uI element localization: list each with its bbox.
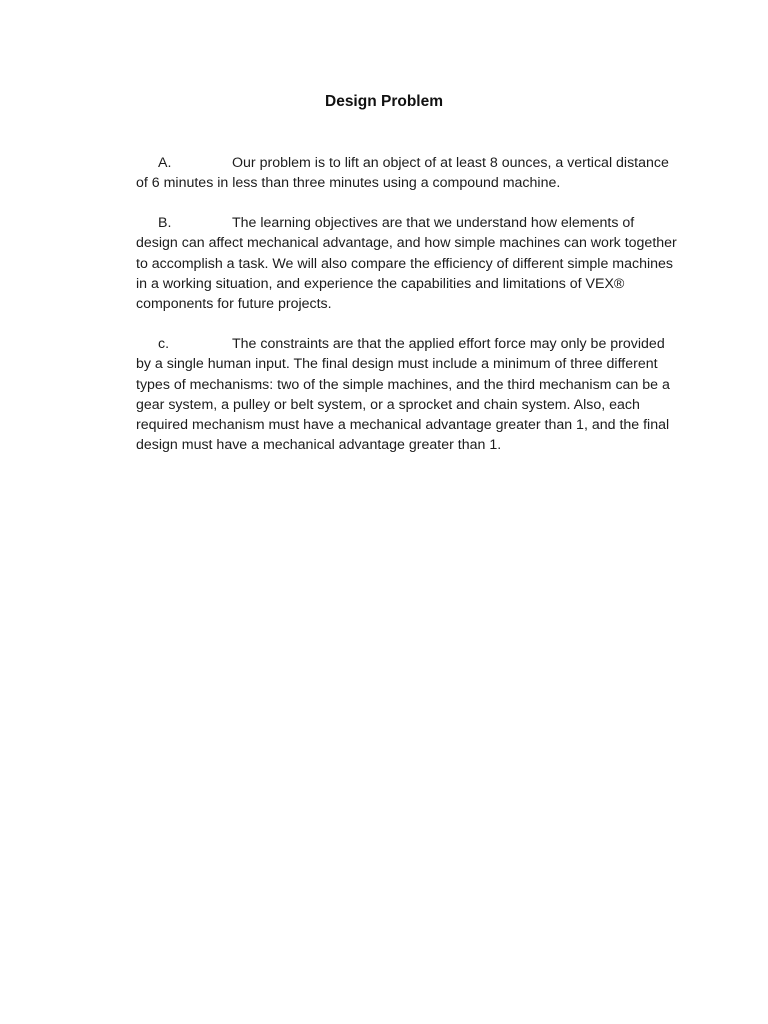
- section-c-first-line: [136, 334, 681, 354]
- section-a-body-text: of 6 minutes in less than three minutes using a compound machine.: [136, 175, 561, 192]
- section-b: [136, 213, 681, 314]
- section-a-first-line: [136, 153, 681, 173]
- section-b-marker: B.: [158, 215, 172, 231]
- section-c: [136, 334, 681, 456]
- section-c-lead-text: The constraints are that the applied effort force may only be provided: [232, 336, 665, 352]
- section-a-lead-text: Our problem is to lift an object of at least 8 ounces, a vertical distance: [232, 155, 669, 171]
- document-title: Design Problem: [325, 93, 443, 110]
- section-a-marker: A.: [158, 155, 172, 171]
- section-c-marker: c.: [158, 336, 170, 352]
- section-c-body-text: by a single human input. The final design must include a minimum of three different types of mechanisms: two of the simple machines, and the third mechanism can be a gear system, a pulley or belt system, or a sprocket and chain system. Also, each required mechanism must have a mechanical advantage greater than 1, and the final design must have a mechanical advantage greater than 1.: [136, 356, 670, 454]
- section-b-body-text: design can affect mechanical advantage, and how simple machines can work together to accomplish a task. We will also compare the efficiency of different simple machines in a working situation, and experience the capabilities and limitations of VEX® components for future projects.: [136, 235, 677, 313]
- section-b-first-line: [136, 213, 681, 233]
- section-b-lead-text: The learning objectives are that we understand how elements of: [232, 215, 635, 231]
- section-a: [136, 153, 681, 194]
